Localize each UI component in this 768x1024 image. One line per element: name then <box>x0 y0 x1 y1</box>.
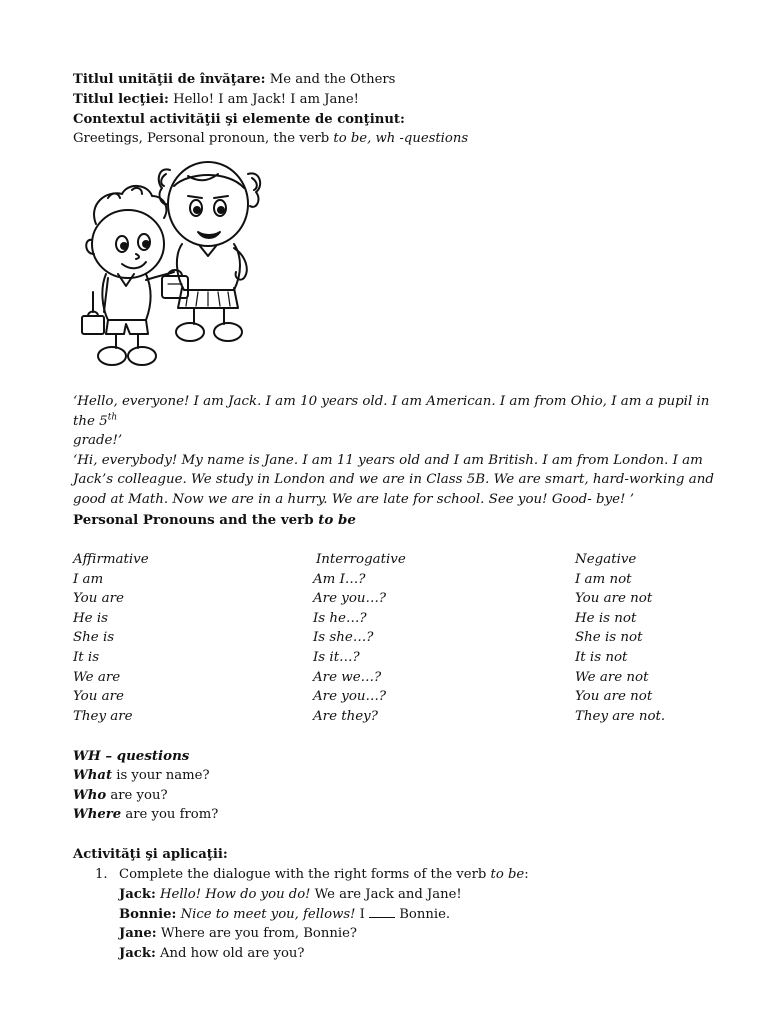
negative-row: I am not <box>575 571 632 587</box>
dialogue-line <box>119 906 450 924</box>
fill-in-blank[interactable] <box>369 906 395 918</box>
interrogative-row: Am I…? <box>313 571 366 587</box>
negative-row: He is not <box>575 610 637 626</box>
negative-row: She is not <box>575 630 643 646</box>
column-header-negative: Negative <box>575 552 637 567</box>
interrogative-column <box>313 550 406 726</box>
dialogue-text: I <box>355 907 370 922</box>
dialogue-italic: Nice to meet you, fellows! <box>176 907 356 922</box>
column-header-affirmative: Affirmative <box>73 552 149 567</box>
context-value-line <box>73 130 468 148</box>
wh-question-text: are you? <box>106 788 168 803</box>
context-label: Contextul activităţii şi elemente de conţinut: <box>73 112 405 127</box>
affirmative-row: You are <box>73 591 124 607</box>
affirmative-column <box>73 550 149 726</box>
negative-row: It is not <box>575 649 628 665</box>
negative-row: They are not. <box>575 708 666 724</box>
dialogue-line <box>119 945 305 963</box>
wh-word: Where <box>73 807 122 822</box>
unit-title-label: Titlul unităţii de învăţare: <box>73 72 266 87</box>
activities-title: Activităţi şi aplicaţii: <box>73 847 228 862</box>
jack-intro-end: grade!’ <box>73 433 123 449</box>
wh-question-text: is your name? <box>112 768 210 783</box>
interrogative-row: Is it…? <box>313 649 360 665</box>
activity-instruction <box>119 866 529 884</box>
negative-column <box>575 550 665 726</box>
affirmative-row: We are <box>73 669 121 685</box>
wh-word: Who <box>73 788 107 803</box>
activity-number: 1. <box>95 867 108 882</box>
unit-title-value: Me and the Others <box>265 72 396 87</box>
speaker-name: Bonnie: <box>119 907 177 922</box>
dialogue-line <box>119 925 357 943</box>
interrogative-row: Is he…? <box>313 610 367 626</box>
affirmative-row: He is <box>73 610 109 626</box>
instruction-end: : <box>524 867 529 882</box>
story-block <box>73 392 733 510</box>
kids-illustration <box>78 152 284 374</box>
interrogative-row: Are you…? <box>313 689 387 705</box>
dialogue-line <box>119 886 462 904</box>
context-value: Greetings, Personal pronoun, the verb <box>73 131 334 146</box>
wh-question-text: are you from? <box>121 807 219 822</box>
interrogative-row: Are you…? <box>313 591 387 607</box>
jane-intro: ‘Hi, everybody! My name is Jane. I am 11 years old and I am British. I am from London. I am Jack’s colleague. We study in London and we are in Class 5B. We are smart, hard-working and good at Math. Now we are in a hurry. We are late for school. See you! Good- bye! ’ <box>73 452 714 507</box>
context-value-italic: to be, wh -questions <box>333 131 469 146</box>
jack-intro <box>73 392 733 431</box>
speaker-name: Jack: <box>119 887 156 902</box>
wh-question <box>73 787 168 805</box>
wh-title-text: WH – questions <box>73 748 190 764</box>
affirmative-row: You are <box>73 689 124 705</box>
interrogative-row: Are we…? <box>313 669 382 685</box>
dialogue-text: Where are you from, Bonnie? <box>156 926 357 941</box>
wh-word: What <box>73 768 113 783</box>
dialogue-text: Bonnie. <box>395 907 451 922</box>
context-title-line <box>73 111 405 129</box>
lesson-title-value: Hello! I am Jack! I am Jane! <box>168 92 359 107</box>
dialogue-text: And how old are you? <box>155 946 305 961</box>
jack-intro-text: ‘Hello, everyone! I am Jack. I am 10 years old. I am American. I am from Ohio, I am a pupil in the 5 <box>73 394 710 429</box>
wh-question <box>73 767 210 785</box>
negative-row: We are not <box>575 669 649 685</box>
dialogue-italic: Hello! How do you do! <box>155 887 311 902</box>
negative-row: You are not <box>575 591 653 607</box>
wh-question <box>73 806 218 824</box>
interrogative-row: Is she…? <box>313 630 374 646</box>
speaker-name: Jack: <box>119 946 156 961</box>
interrogative-row: Are they? <box>313 708 378 724</box>
pronouns-title-italic: to be <box>318 512 356 528</box>
lesson-title-line <box>73 91 359 109</box>
affirmative-row: She is <box>73 630 115 646</box>
instruction-italic: to be <box>490 867 525 882</box>
lesson-title-label: Titlul lecţiei: <box>73 92 169 107</box>
pronouns-title-text: Personal Pronouns and the verb <box>73 512 319 528</box>
dialogue-text: We are Jack and Jane! <box>310 887 462 902</box>
affirmative-row: It is <box>73 649 100 665</box>
wh-title <box>73 747 189 766</box>
negative-row: You are not <box>575 689 653 705</box>
speaker-name: Jane: <box>119 926 157 941</box>
instruction-text: Complete the dialogue with the right forms of the verb <box>119 867 491 882</box>
unit-title-line <box>73 71 395 89</box>
affirmative-row: I am <box>73 571 104 587</box>
ordinal-suffix: th <box>107 412 118 423</box>
affirmative-row: They are <box>73 708 133 724</box>
pronouns-title <box>73 512 356 528</box>
column-header-interrogative: Interrogative <box>316 552 406 567</box>
